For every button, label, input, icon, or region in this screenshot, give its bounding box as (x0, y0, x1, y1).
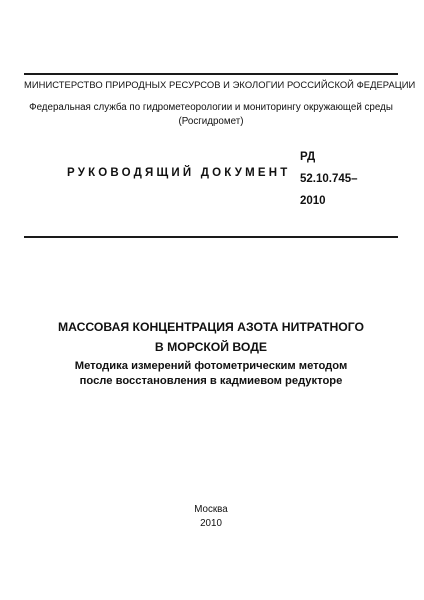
document-code (300, 146, 358, 212)
agency-short-name: (Росгидромет) (178, 116, 244, 127)
publication-year: 2010 (200, 518, 222, 529)
agency-name (24, 101, 398, 129)
title-line-2: В МОРСКОЙ ВОДЕ (154, 340, 268, 354)
publication-city: Москва (194, 504, 228, 515)
document-code-year: 2010 (300, 195, 326, 207)
top-divider (24, 73, 398, 75)
subtitle-line-2: после восстановления в кадмиевом редукторе (79, 375, 343, 387)
subtitle-line-1: Методика измерений фотометрическим методом (74, 360, 348, 372)
middle-divider (24, 236, 398, 238)
publication-info (24, 503, 398, 531)
ministry-name: МИНИСТЕРСТВО ПРИРОДНЫХ РЕСУРСОВ И ЭКОЛОГИИ РОССИЙСКОЙ ФЕДЕРАЦИИ (24, 79, 416, 90)
document-code-prefix: РД (300, 151, 316, 163)
title-line-1: МАССОВАЯ КОНЦЕНТРАЦИЯ АЗОТА НИТРАТНОГО (57, 320, 365, 334)
document-type: РУКОВОДЯЩИЙ ДОКУМЕНТ (67, 167, 291, 179)
document-title (24, 317, 398, 389)
agency-name-line: Федеральная служба по гидрометеорологии и мониторингу окружающей среды (29, 102, 393, 113)
document-code-number: 52.10.745– (300, 173, 358, 185)
